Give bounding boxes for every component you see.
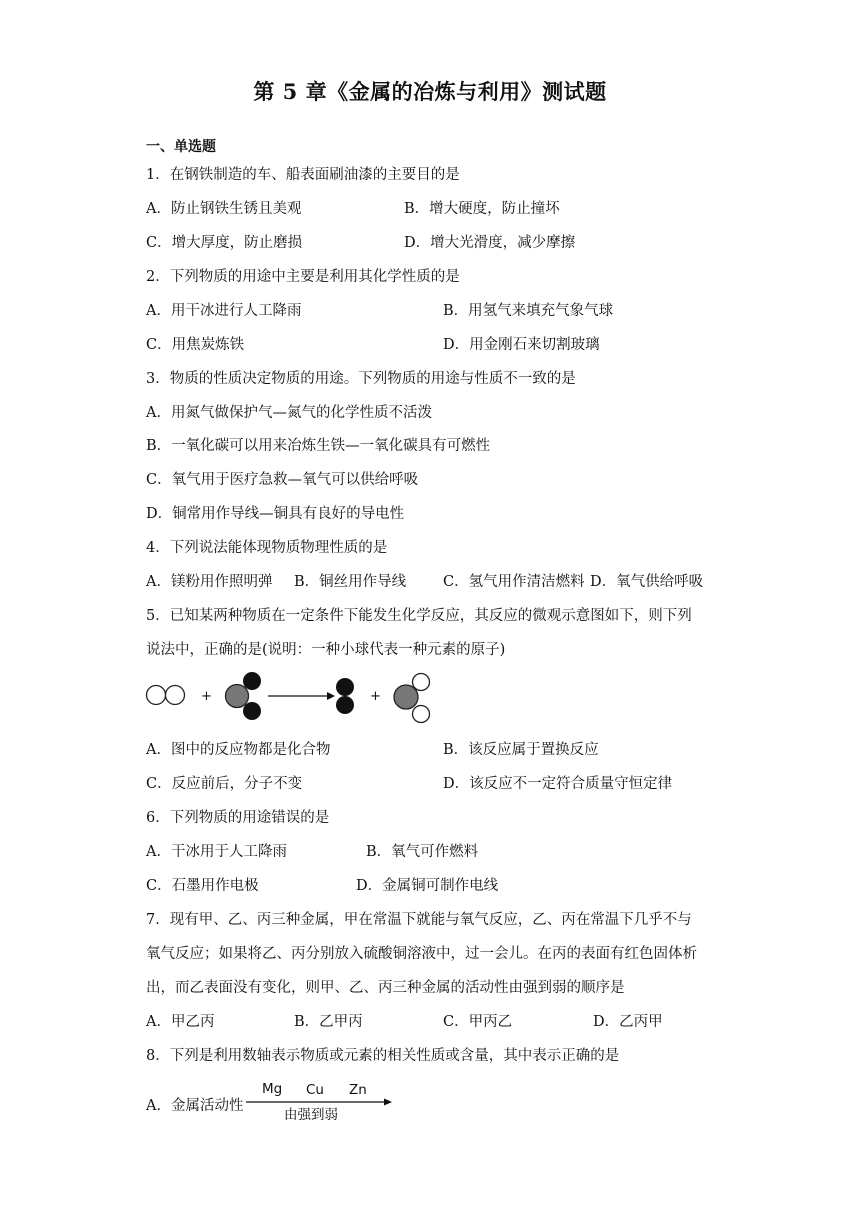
q5-option-d[interactable]: D．该反应不一定符合质量守恒定律: [443, 776, 673, 792]
q1-option-a[interactable]: A．防止钢铁生锈且美观: [146, 201, 302, 217]
activity-number-axis: [244, 1076, 394, 1126]
axis-item-cu: Cu: [306, 1082, 324, 1098]
atom-white: [413, 674, 430, 691]
q6-option-d[interactable]: D．金属铜可制作电线: [356, 878, 499, 894]
q1-option-d[interactable]: D．增大光滑度，减少摩擦: [404, 235, 576, 251]
q4-option-c[interactable]: C．氢气用作清洁燃料: [443, 574, 585, 590]
page-title: 第 5 章《金属的冶炼与利用》测试题: [253, 79, 607, 104]
q2-stem: 2．下列物质的用途中主要是利用其化学性质的是: [146, 269, 460, 285]
atom-black: [243, 672, 261, 690]
reaction-diagram: [140, 668, 450, 728]
q5-option-b[interactable]: B．该反应属于置换反应: [443, 742, 599, 758]
q4-option-b[interactable]: B．铜丝用作导线: [294, 574, 407, 590]
q6-option-b[interactable]: B．氧气可作燃料: [366, 844, 479, 860]
axis-arrow-head: [384, 1099, 392, 1106]
atom-black: [336, 678, 354, 696]
q5-stem-line1: 5．已知某两种物质在一定条件下能发生化学反应，其反应的微观示意图如下，则下列: [146, 608, 692, 624]
q7-stem-line3: 出，而乙表面没有变化，则甲、乙、丙三种金属的活动性由强到弱的顺序是: [146, 980, 625, 996]
q1-option-b[interactable]: B．增大硬度，防止撞坏: [404, 201, 560, 217]
q3-stem: 3．物质的性质决定物质的用途。下列物质的用途与性质不一致的是: [146, 371, 576, 387]
q3-option-a[interactable]: A．用氮气做保护气—氮气的化学性质不活泼: [146, 405, 432, 421]
q5-option-c[interactable]: C．反应前后，分子不变: [146, 776, 303, 792]
q1-stem: 1．在钢铁制造的车、船表面刷油漆的主要目的是: [146, 167, 460, 183]
reaction-arrow-head: [327, 692, 335, 700]
q7-stem-line1: 7．现有甲、乙、丙三种金属，甲在常温下就能与氧气反应，乙、丙在常温下几乎不与: [146, 912, 692, 928]
atom-white: [147, 686, 166, 705]
plus-sign: +: [201, 689, 212, 704]
atom-grey: [394, 685, 418, 709]
q3-option-b[interactable]: B．一氧化碳可以用来冶炼生铁—一氧化碳具有可燃性: [146, 438, 491, 454]
q6-stem: 6．下列物质的用途错误的是: [146, 810, 330, 826]
plus-sign: +: [370, 689, 381, 704]
q3-option-d[interactable]: D．铜常用作导线—铜具有良好的导电性: [146, 506, 405, 522]
q2-option-b[interactable]: B．用氢气来填充气象气球: [443, 303, 614, 319]
atom-black: [243, 702, 261, 720]
atom-white: [413, 706, 430, 723]
q2-option-d[interactable]: D．用金刚石来切割玻璃: [443, 337, 600, 353]
q7-option-c[interactable]: C．甲丙乙: [443, 1014, 513, 1030]
q7-option-d[interactable]: D．乙丙甲: [593, 1014, 663, 1030]
q5-option-a[interactable]: A．图中的反应物都是化合物: [146, 742, 331, 758]
axis-item-mg: Mg: [262, 1081, 283, 1097]
axis-caption: 由强到弱: [284, 1107, 338, 1123]
atom-white: [166, 686, 185, 705]
axis-item-zn: Zn: [349, 1082, 367, 1098]
q8-stem: 8．下列是利用数轴表示物质或元素的相关性质或含量，其中表示正确的是: [146, 1048, 620, 1064]
q4-stem: 4．下列说法能体现物质物理性质的是: [146, 540, 388, 556]
q6-option-a[interactable]: A．干冰用于人工降雨: [146, 844, 287, 860]
q4-option-d[interactable]: D．氧气供给呼吸: [590, 574, 704, 590]
atom-grey: [226, 685, 249, 708]
q2-option-c[interactable]: C．用焦炭炼铁: [146, 337, 245, 353]
q8-option-a-label[interactable]: A．金属活动性: [146, 1098, 244, 1114]
q3-option-c[interactable]: C．氧气用于医疗急救—氧气可以供给呼吸: [146, 472, 419, 488]
section-heading: 一、单选题: [146, 139, 216, 155]
q7-stem-line2: 氧气反应；如果将乙、丙分别放入硫酸铜溶液中，过一会儿。在丙的表面有红色固体析: [146, 946, 697, 962]
q1-option-c[interactable]: C．增大厚度，防止磨损: [146, 235, 303, 251]
q2-option-a[interactable]: A．用干冰进行人工降雨: [146, 303, 302, 319]
q4-option-a[interactable]: A．镁粉用作照明弹: [146, 574, 273, 590]
q6-option-c[interactable]: C．石墨用作电极: [146, 878, 259, 894]
q7-option-a[interactable]: A．甲乙丙: [146, 1014, 215, 1030]
q7-option-b[interactable]: B．乙甲丙: [294, 1014, 363, 1030]
q5-stem-line2: 说法中，正确的是(说明：一种小球代表一种元素的原子): [146, 642, 506, 658]
atom-black: [336, 696, 354, 714]
